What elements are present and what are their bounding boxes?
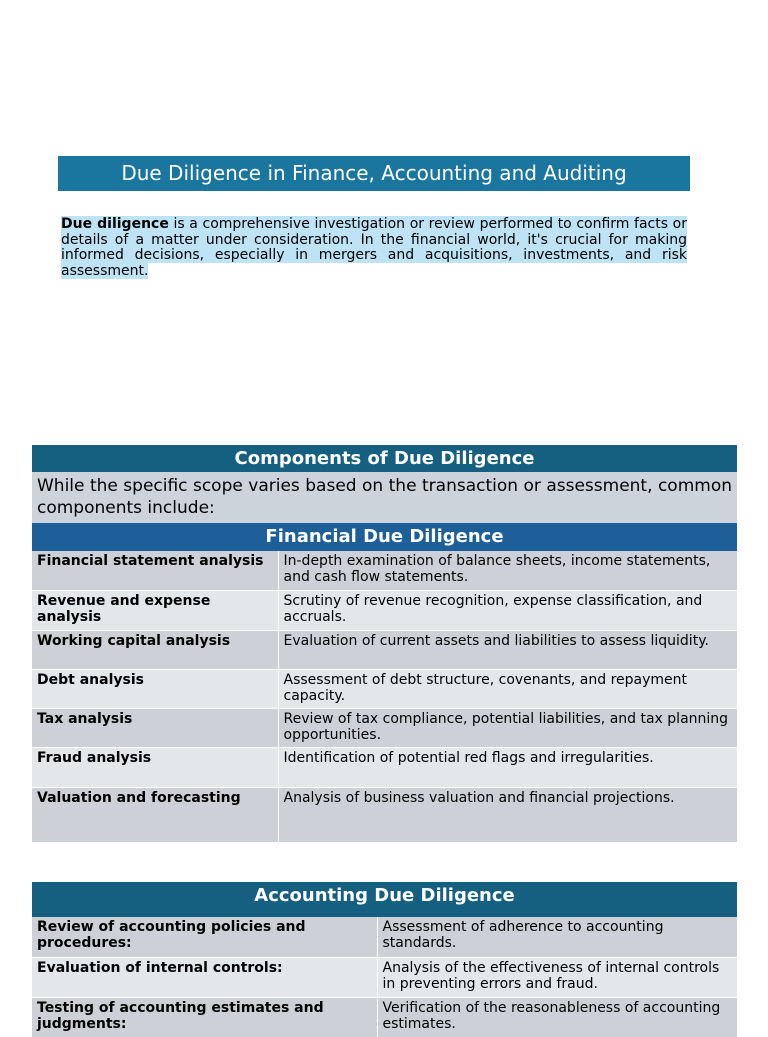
row-name: Testing of accounting estimates and judgments: [32,997,377,1037]
accounting-heading: Accounting Due Diligence [32,882,737,917]
row-name: Fraud analysis [32,747,278,787]
components-heading: Components of Due Diligence [32,445,737,472]
row-desc: Analysis of business valuation and financial projections. [278,787,737,842]
row-desc: Assessment of adherence to accounting standards. [382,919,664,951]
components-table [32,445,737,842]
row-desc: Review of tax compliance, potential liabilities, and tax planning opportunities. [278,708,737,747]
row-desc: Assessment of debt structure, covenants, and repayment capacity. [278,669,737,708]
intro-paragraph [58,217,690,279]
row-name: Tax analysis [32,708,278,747]
table-row [32,669,737,708]
row-desc: Verification of the reasonableness of accounting estimates. [377,997,737,1037]
row-name: Review of accounting policies and procedures: [32,917,377,957]
row-desc: Identification of potential red flags and irregularities. [278,747,737,787]
row-desc: Scrutiny of revenue recognition, expense classification, and accruals. [278,590,737,630]
row-name: Financial statement analysis [32,551,278,590]
row-name: Evaluation of internal controls: [32,957,377,997]
financial-heading: Financial Due Diligence [32,523,737,551]
row-name: Revenue and expense analysis [32,590,278,630]
table-row [32,590,737,630]
table-row [32,957,737,997]
row-desc: In-depth examination of balance sheets, income statements, and cash flow statements. [283,553,711,585]
row-name: Debt analysis [32,669,278,708]
table-row [32,787,737,842]
components-intro: While the specific scope varies based on the transaction or assessment, common components include: [32,472,737,523]
intro-term: Due diligence [61,216,169,232]
table-row [32,917,737,957]
accounting-table [32,882,737,1037]
row-name: Working capital analysis [32,630,278,669]
row-name: Valuation and forecasting [32,787,278,842]
table-row [32,997,737,1037]
page-title: Due Diligence in Finance, Accounting and Auditing [58,156,690,191]
table-row [32,708,737,747]
table-row [32,747,737,787]
row-desc: Analysis of the effectiveness of internal controls in preventing errors and fraud. [377,957,737,997]
table-row [32,551,737,590]
intro-text: is a comprehensive investigation or review performed to confirm facts or details of a matter under consideration. In the financial world, it's crucial for making informed decisions, especially in mergers and acquisitions, investments, and risk assessment. [61,216,687,279]
row-desc: Evaluation of current assets and liabilities to assess liquidity. [278,630,737,669]
table-row [32,630,737,669]
